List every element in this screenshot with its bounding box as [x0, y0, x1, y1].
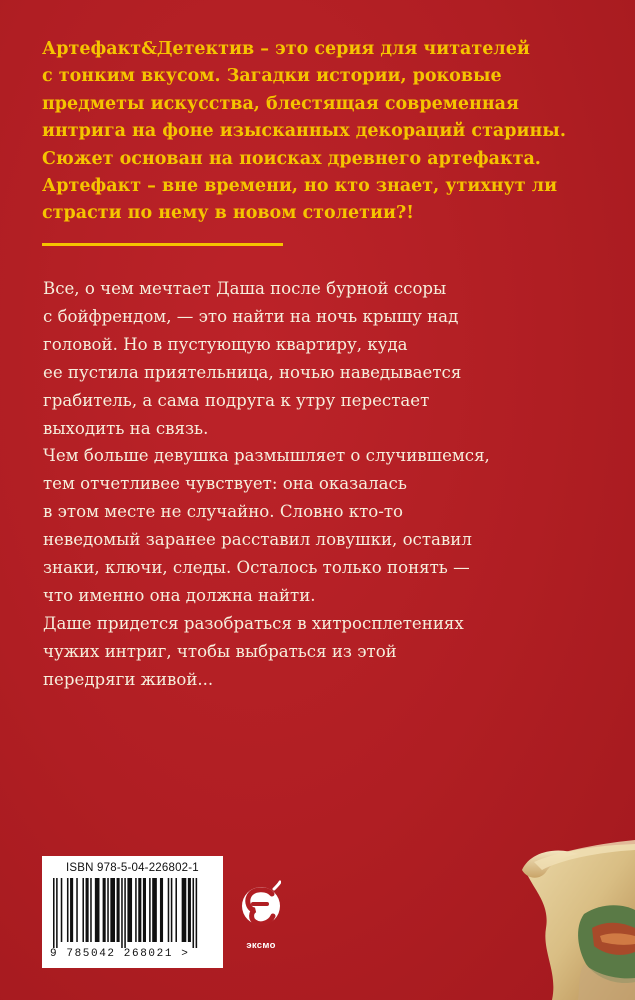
eksmo-logo-icon: [241, 880, 281, 932]
synopsis-line: Даше придется разобраться в хитросплетениях: [43, 613, 464, 633]
synopsis-line: знаки, ключи, следы. Осталось только понять —: [43, 558, 470, 578]
synopsis-line: ее пустила приятельница, ночью наведывается: [43, 362, 462, 382]
series-description-line: Артефакт – вне времени, но кто знает, утихнут ли: [42, 176, 558, 197]
synopsis-line: грабитель, а сама подруга к утру перестает: [43, 390, 430, 410]
synopsis-line: с бойфрендом, — это найти на ночь крышу над: [43, 306, 459, 326]
synopsis-line: что именно она должна найти.: [43, 585, 316, 605]
isbn-number: ISBN 978-5-04-226802-1: [66, 862, 199, 874]
barcode-digits: 9 785042 268021 >: [50, 948, 190, 960]
barcode-bars: [50, 878, 216, 948]
series-description-line: страсти по нему в новом столетии?!: [42, 203, 414, 224]
book-synopsis: [43, 275, 563, 694]
series-description-line: предметы искусства, блестящая современная: [42, 93, 519, 114]
series-description-line: интрига на фоне изысканных декораций старины.: [42, 121, 566, 142]
synopsis-line: неведомый заранее расставил ловушки, оставил: [43, 530, 472, 550]
synopsis-line: Чем больше девушка размышляет о случившемся,: [43, 446, 490, 466]
isbn-barcode: [42, 856, 223, 968]
parchment-scroll-illustration: [512, 832, 635, 1000]
synopsis-line: передряги живой...: [43, 669, 214, 689]
synopsis-line: чужих интриг, чтобы выбраться из этой: [43, 641, 397, 661]
series-description-line: с тонким вкусом. Загадки истории, роковые: [42, 66, 502, 87]
divider-line: [42, 243, 283, 246]
series-description-line: Сюжет основан на поисках древнего артефакта.: [42, 148, 541, 169]
publisher-name: эксмо: [246, 940, 276, 951]
series-description: [42, 36, 602, 228]
publisher-logo: [238, 880, 284, 960]
synopsis-line: Все, о чем мечтает Даша после бурной ссоры: [43, 279, 447, 298]
series-description-line: Артефакт&Детектив – это серия для читателей: [42, 39, 530, 59]
synopsis-line: в этом месте не случайно. Словно кто-то: [43, 502, 404, 522]
synopsis-line: выходить на связь.: [43, 418, 209, 438]
synopsis-line: головой. Но в пустующую квартиру, куда: [43, 334, 408, 354]
synopsis-line: тем отчетливее чувствует: она оказалась: [43, 474, 407, 494]
